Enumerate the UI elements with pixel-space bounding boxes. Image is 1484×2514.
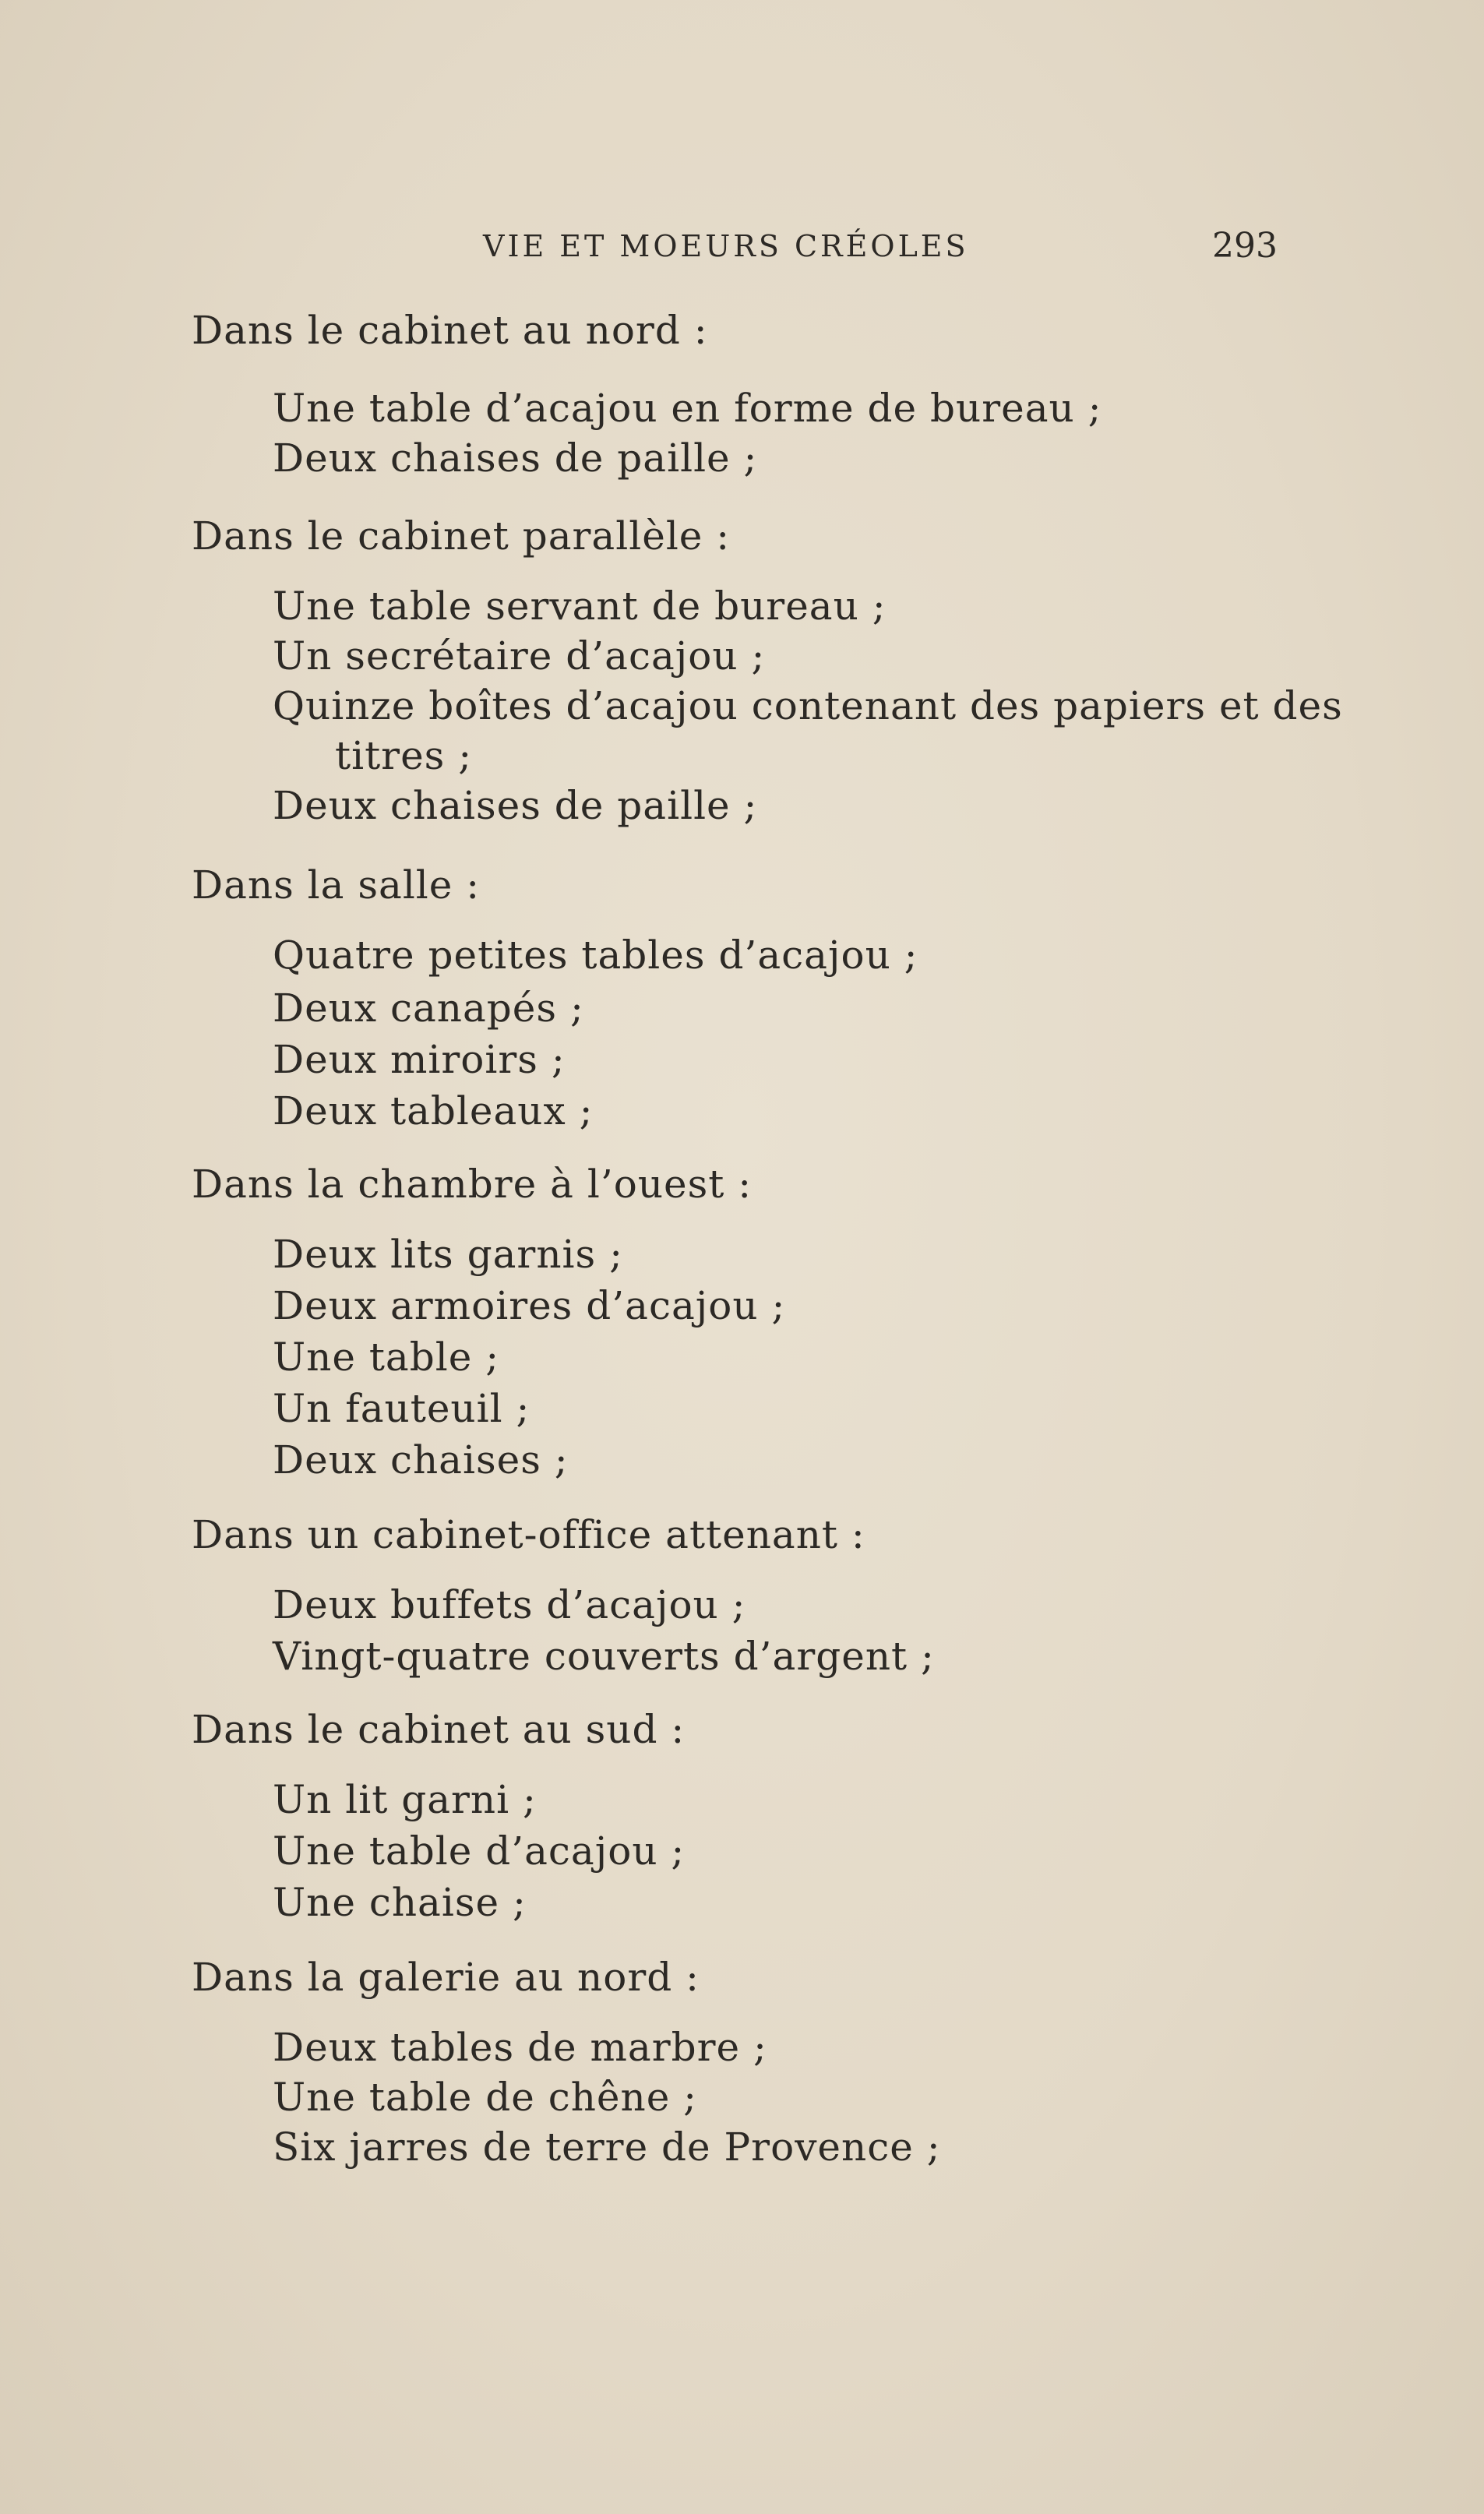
inventory-item: Deux armoires d’acajou ; (273, 1283, 786, 1328)
inventory-item: Six jarres de terre de Provence ; (273, 2124, 941, 2170)
inventory-item: Deux chaises de paille ; (273, 435, 758, 481)
inventory-item: Un fauteuil ; (273, 1386, 531, 1431)
inventory-item: Vingt-quatre couverts d’argent ; (273, 1634, 935, 1679)
inventory-item: Deux chaises ; (273, 1437, 569, 1483)
inventory-item: Une table ; (273, 1335, 500, 1380)
page-number: 293 (1212, 226, 1278, 266)
section-heading: Dans la galerie au nord : (192, 1955, 700, 2000)
inventory-item: Deux buffets d’acajou ; (273, 1582, 746, 1627)
inventory-item: Une chaise ; (273, 1880, 527, 1925)
section-heading: Dans la salle : (192, 862, 481, 908)
inventory-item: Deux miroirs ; (273, 1037, 566, 1082)
section-heading: Dans le cabinet au nord : (192, 308, 708, 353)
inventory-item: Une table de chêne ; (273, 2075, 698, 2120)
inventory-item: Deux chaises de paille ; (273, 783, 758, 828)
section-heading: Dans la chambre à l’ouest : (192, 1162, 753, 1207)
inventory-item: Quinze boîtes d’acajou contenant des papiers et des (273, 683, 1343, 728)
section-heading: Dans le cabinet au sud : (192, 1707, 686, 1752)
inventory-item: Quatre petites tables d’acajou ; (273, 933, 918, 978)
inventory-item-continuation: titres ; (335, 733, 473, 778)
inventory-item: Une table d’acajou en forme de bureau ; (273, 386, 1102, 431)
inventory-item: Une table servant de bureau ; (273, 584, 887, 629)
inventory-item: Deux tableaux ; (273, 1088, 594, 1134)
running-head (0, 223, 1484, 270)
running-title: VIE ET MOEURS CRÉOLES (483, 229, 969, 263)
section-heading: Dans un cabinet-office attenant : (192, 1512, 865, 1557)
inventory-item: Une table d’acajou ; (273, 1828, 686, 1874)
inventory-item: Deux tables de marbre ; (273, 2025, 767, 2070)
inventory-item: Deux lits garnis ; (273, 1232, 623, 1277)
inventory-item: Un secrétaire d’acajou ; (273, 633, 766, 679)
inventory-item: Un lit garni ; (273, 1777, 537, 1822)
inventory-item: Deux canapés ; (273, 986, 584, 1031)
section-heading: Dans le cabinet parallèle : (192, 513, 731, 559)
